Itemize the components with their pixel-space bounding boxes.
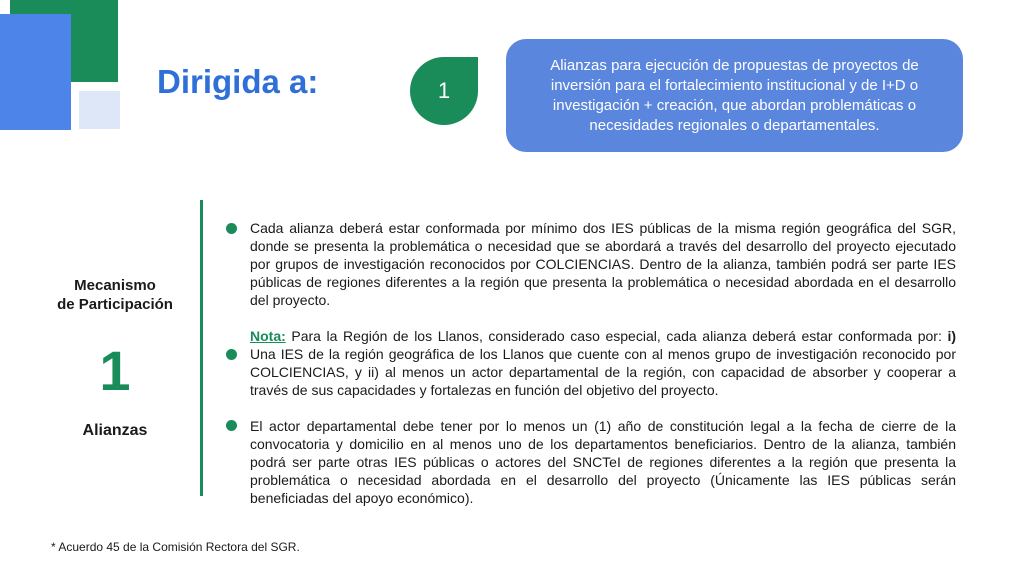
mechanism-label-line2: de Participación	[57, 296, 173, 313]
nota-text-part2: Una IES de la región geográfica de los Llanos que cuente con al menos grupo de investigación reconocido por COLCIENCIAS, y ii) al menos un actor departamental de la región, con capacidad de absorber y cooperar a través de sus capacidades y fortalezas en función del objetivo del proyecto.	[250, 346, 956, 398]
nota-text-part1: Para la Región de los Llanos, considerado caso especial, cada alianza deberá estar conformada por:	[285, 328, 948, 344]
page-title: Dirigida a:	[157, 63, 319, 100]
vertical-divider	[200, 200, 203, 496]
bullet-item	[226, 417, 956, 507]
nota-roman: i)	[947, 328, 956, 344]
info-box	[506, 39, 963, 152]
number-leaf-badge: 1	[410, 57, 478, 125]
bullet-text	[250, 327, 956, 399]
mechanism-caption: Alianzas	[82, 422, 148, 439]
nota-label: Nota:	[250, 328, 286, 344]
bullet-item	[226, 327, 956, 399]
mechanism-number: 1	[99, 339, 131, 402]
info-box-text: Alianzas para ejecución de propuestas de proyectos de inversión para el fortalecimiento institucional y de I+D o investigación + creación, que abordan problemáticas o necesidades regionales o departamentales.	[550, 56, 919, 134]
mechanism-label-line1: Mecanismo	[74, 277, 156, 294]
bullet-dot-icon	[226, 420, 237, 431]
bullet-dot-icon	[226, 223, 237, 234]
decorative-blue-square	[0, 14, 71, 130]
bullet-dot-icon	[226, 349, 237, 360]
bullet-text: Cada alianza deberá estar conformada por mínimo dos IES públicas de la misma región geográfica del SGR, donde se presenta la problemática o necesidad que se abordará a través del desarrollo del proyecto ejecutado por grupos de investigación reconocidos por COLCIENCIAS. Dentro de la alianza, también podrá ser parte IES públicas de regiones diferentes a la región que presenta la problemática o necesidad abordada en el desarrollo del proyecto.	[250, 220, 956, 308]
bullet-item	[226, 219, 956, 309]
bullet-text: El actor departamental debe tener por lo menos un (1) año de constitución legal a la fecha de cierre de la convocatoria y domicilio en al menos uno de los departamentos beneficiarios. Dentro de la alianza, también podrá ser parte otras IES públicas o actores del SNCTeI de regiones diferentes a la región que presenta la problemática o necesidad abordada en el desarrollo del proyecto (Únicamente las IES públicas serán beneficiadas del apoyo económico).	[250, 418, 956, 506]
footnote: * Acuerdo 45 de la Comisión Rectora del SGR.	[51, 540, 300, 554]
decorative-light-square	[79, 91, 120, 129]
mechanism-label	[40, 276, 190, 314]
